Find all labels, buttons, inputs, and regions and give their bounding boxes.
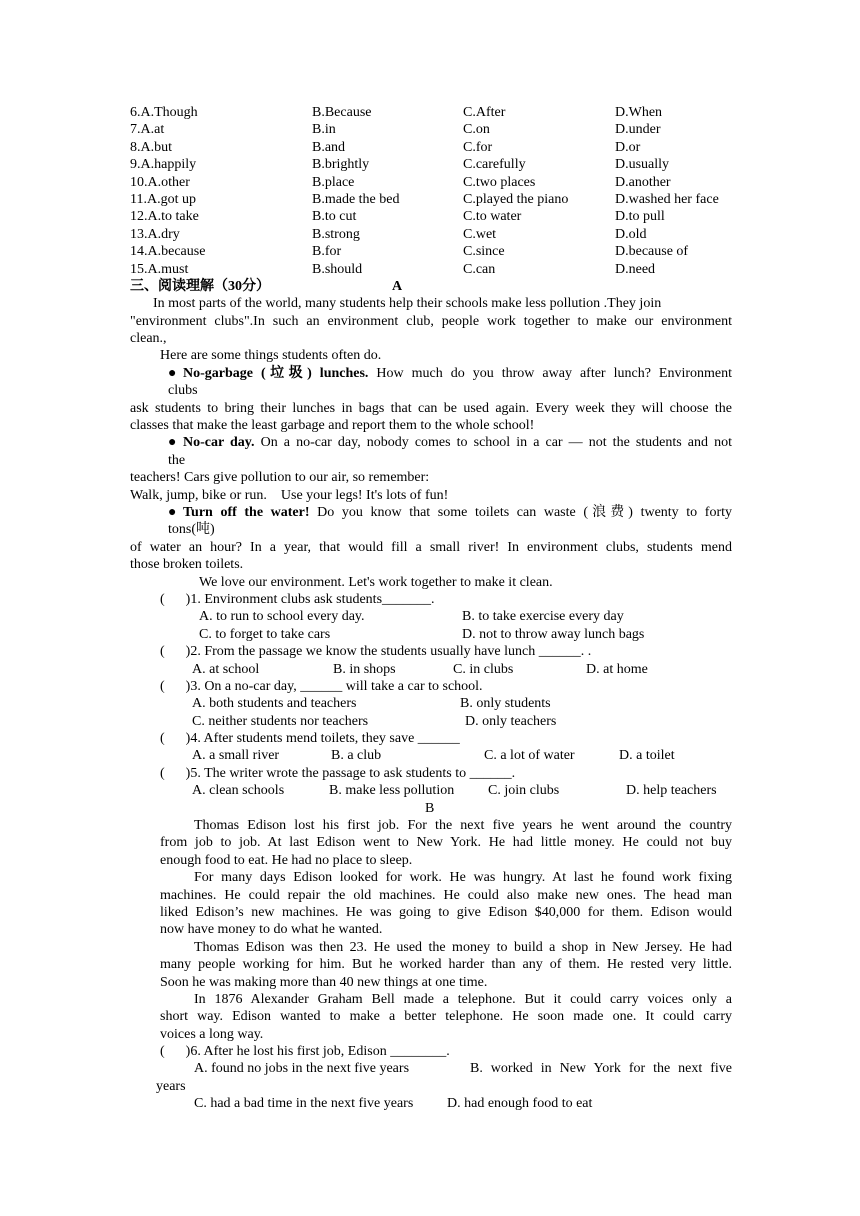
question-option: B. in shops bbox=[333, 661, 396, 677]
passage-a-label: A bbox=[392, 278, 403, 294]
paragraph-line: clubs bbox=[168, 383, 198, 399]
paragraph-line: tons(吨) bbox=[168, 522, 215, 538]
passage-a bbox=[0, 295, 860, 591]
option-a: 11.A.got up bbox=[130, 191, 196, 207]
paragraph-line: short way. Edison wanted to make a better telephone. He soon made one. It could carry bbox=[160, 1009, 732, 1025]
bullet-heading: No-car day. bbox=[183, 435, 255, 451]
option-c: C.on bbox=[463, 122, 490, 138]
question-option: D. only teachers bbox=[465, 713, 557, 729]
option-d: D.another bbox=[615, 174, 671, 190]
paragraph-line: liked Edison’s new machines. He was going to give Edison $40,000 for them. Edison would bbox=[160, 904, 732, 920]
paragraph-line: ask students to bring their lunches in bags that can be used again. Every week they will choose the bbox=[130, 400, 732, 416]
exam-page bbox=[0, 104, 860, 1113]
option-c: C.for bbox=[463, 139, 493, 155]
question-option: A. clean schools bbox=[192, 783, 285, 799]
option-c: C.since bbox=[463, 244, 505, 260]
option-c: C.two places bbox=[463, 174, 536, 190]
option-b: B.made the bed bbox=[312, 191, 400, 207]
option-b: B.for bbox=[312, 244, 342, 260]
bullet-icon: ● bbox=[168, 435, 177, 451]
option-d: D.because of bbox=[615, 244, 689, 260]
question-option: D. not to throw away lunch bags bbox=[462, 626, 645, 642]
option-row bbox=[0, 139, 860, 156]
bullet-heading: Turn off the water! bbox=[183, 504, 310, 520]
section-header bbox=[0, 278, 860, 295]
question-option: B. worked in New York for the next five bbox=[470, 1061, 732, 1077]
option-a: 10.A.other bbox=[130, 174, 190, 190]
option-b: B.strong bbox=[312, 226, 360, 242]
option-b: B.and bbox=[312, 139, 346, 155]
paragraph-line: the bbox=[168, 452, 186, 468]
option-b: B.should bbox=[312, 261, 363, 277]
bullet-icon: ● bbox=[168, 504, 177, 520]
paragraph-line: classes that make the least garbage and report them to the whole school! bbox=[130, 418, 535, 434]
option-row bbox=[0, 104, 860, 121]
option-d: D.old bbox=[615, 226, 647, 242]
section-title: 三、阅读理解（30分） bbox=[130, 278, 270, 294]
bullet-no-car bbox=[0, 434, 860, 451]
option-d: D.or bbox=[615, 139, 641, 155]
option-a: 6.A.Though bbox=[130, 105, 198, 120]
option-row bbox=[0, 174, 860, 191]
option-d: D.to pull bbox=[615, 209, 665, 225]
paragraph-line: now have money to do what he wanted. bbox=[160, 922, 383, 938]
paragraph-line: teachers! Cars give pollution to our air, so remember: bbox=[130, 470, 430, 486]
paragraph-line: "environment clubs".In such an environment club, people work together to make our environment bbox=[130, 313, 732, 329]
question-option: B. make less pollution bbox=[329, 783, 455, 799]
paragraph-line: How much do you throw away after lunch? Environment bbox=[368, 365, 732, 381]
option-a: 15.A.must bbox=[130, 261, 189, 277]
paragraph-line: voices a long way. bbox=[160, 1026, 264, 1042]
question-option: B. a club bbox=[331, 748, 382, 764]
option-d: D.washed her face bbox=[615, 191, 719, 207]
paragraph-line: many people working for him. But he worked harder than any of them. He rested very little. bbox=[160, 957, 732, 973]
option-b: B.to cut bbox=[312, 209, 357, 225]
paragraph-line: In 1876 Alexander Graham Bell made a telephone. But it could carry voices only a bbox=[194, 991, 732, 1007]
option-c: C.can bbox=[463, 261, 496, 277]
paragraph-line: Soon he was making more than 40 new things at one time. bbox=[160, 974, 488, 990]
bullet-turn-off-water bbox=[0, 504, 860, 521]
bullet-icon: ● bbox=[168, 365, 177, 381]
paragraph-line: In most parts of the world, many students help their schools make less pollution .They join bbox=[153, 296, 662, 312]
question-stem: ( )4. After students mend toilets, they save ______ bbox=[160, 731, 460, 747]
option-row bbox=[0, 208, 860, 225]
option-a: 9.A.happily bbox=[130, 157, 197, 173]
paragraph-line: Walk, jump, bike or run. Use your legs! It's lots of fun! bbox=[130, 487, 449, 503]
option-b: B.in bbox=[312, 122, 336, 138]
option-d: D.under bbox=[615, 122, 661, 138]
question-option: C. to forget to take cars bbox=[199, 626, 331, 642]
question-option: C. had a bad time in the next five years bbox=[194, 1096, 414, 1112]
paragraph-line: from job to job. At last Edison went to New York. He had little money. He could not buy bbox=[160, 835, 732, 851]
question-b6 bbox=[0, 1043, 860, 1113]
question-stem: ( )6. After he lost his first job, Edison ________. bbox=[160, 1044, 450, 1060]
question-option: A. both students and teachers bbox=[192, 696, 357, 712]
question-option: A. found no jobs in the next five years bbox=[194, 1061, 410, 1077]
option-d: D.need bbox=[615, 261, 656, 277]
option-row bbox=[0, 226, 860, 243]
question-option: A. to run to school every day. bbox=[199, 609, 365, 625]
option-row bbox=[0, 243, 860, 260]
option-row bbox=[0, 156, 860, 173]
option-a: 12.A.to take bbox=[130, 209, 199, 225]
passage-b bbox=[0, 817, 860, 1043]
question-stem: ( )5. The writer wrote the passage to ask students to ______. bbox=[160, 765, 516, 781]
paragraph-line: We love our environment. Let's work together to make it clean. bbox=[199, 574, 553, 590]
question-option: D. help teachers bbox=[626, 783, 717, 799]
question-option: B. only students bbox=[460, 696, 551, 712]
question-stem: ( )1. Environment clubs ask students_______. bbox=[160, 591, 435, 607]
option-a: 7.A.at bbox=[130, 122, 165, 138]
paragraph-line: Thomas Edison was then 23. He used the money to build a shop in New Jersey. He had bbox=[194, 939, 732, 955]
option-c: C.to water bbox=[463, 209, 522, 225]
bullet-no-garbage bbox=[0, 365, 860, 382]
question-option: D. had enough food to eat bbox=[447, 1096, 593, 1112]
paragraph-line: machines. He could repair the old machines. He could also make new ones. The head man bbox=[160, 887, 732, 903]
option-a: 13.A.dry bbox=[130, 226, 180, 242]
option-b: B.Because bbox=[312, 105, 372, 120]
option-c: C.wet bbox=[463, 226, 497, 242]
option-a: 8.A.but bbox=[130, 139, 172, 155]
paragraph-line: those broken toilets. bbox=[130, 557, 244, 573]
paragraph-line: Thomas Edison lost his first job. For the next five years he went around the country bbox=[194, 818, 732, 834]
question-option-continued: years bbox=[156, 1078, 186, 1094]
option-row bbox=[0, 261, 860, 278]
paragraph-line: For many days Edison looked for work. He was hungry. At last he found work fixing bbox=[194, 870, 732, 886]
paragraph-line: of water an hour? In a year, that would fill a small river! In environment clubs, students mend bbox=[130, 539, 732, 555]
option-a: 14.A.because bbox=[130, 244, 206, 260]
paragraph-line: clean., bbox=[130, 331, 167, 347]
passage-b-label: B bbox=[425, 800, 435, 816]
option-b: B.brightly bbox=[312, 157, 370, 173]
question-option: C. neither students nor teachers bbox=[192, 713, 369, 729]
option-c: C.carefully bbox=[463, 157, 526, 173]
bullet-heading: No-garbage (垃圾) lunches. bbox=[183, 365, 369, 381]
question-option: D. at home bbox=[586, 661, 648, 677]
paragraph-line: Do you know that some toilets can waste (浪费) twenty to forty bbox=[309, 504, 733, 520]
option-d: D.When bbox=[615, 105, 663, 120]
question-option: D. a toilet bbox=[619, 748, 675, 764]
paragraph-line: enough food to eat. He had no place to sleep. bbox=[160, 852, 413, 868]
paragraph-line: On a no-car day, nobody comes to school in a car — not the students and not bbox=[254, 435, 732, 451]
questions-a bbox=[0, 591, 860, 800]
cloze-options bbox=[0, 104, 860, 278]
option-c: C.played the piano bbox=[463, 191, 569, 207]
question-option: A. at school bbox=[192, 661, 260, 677]
option-d: D.usually bbox=[615, 157, 670, 173]
option-b: B.place bbox=[312, 174, 355, 190]
question-option: A. a small river bbox=[192, 748, 280, 764]
question-option: B. to take exercise every day bbox=[462, 609, 624, 625]
question-option: C. join clubs bbox=[488, 783, 560, 799]
question-stem: ( )3. On a no-car day, ______ will take a car to school. bbox=[160, 678, 483, 694]
option-row bbox=[0, 191, 860, 208]
question-stem: ( )2. From the passage we know the students usually have lunch ______. . bbox=[160, 644, 592, 660]
option-c: C.After bbox=[463, 105, 506, 120]
question-option: C. in clubs bbox=[453, 661, 514, 677]
option-row bbox=[0, 121, 860, 138]
question-option: C. a lot of water bbox=[484, 748, 575, 764]
paragraph-line: Here are some things students often do. bbox=[160, 348, 382, 364]
